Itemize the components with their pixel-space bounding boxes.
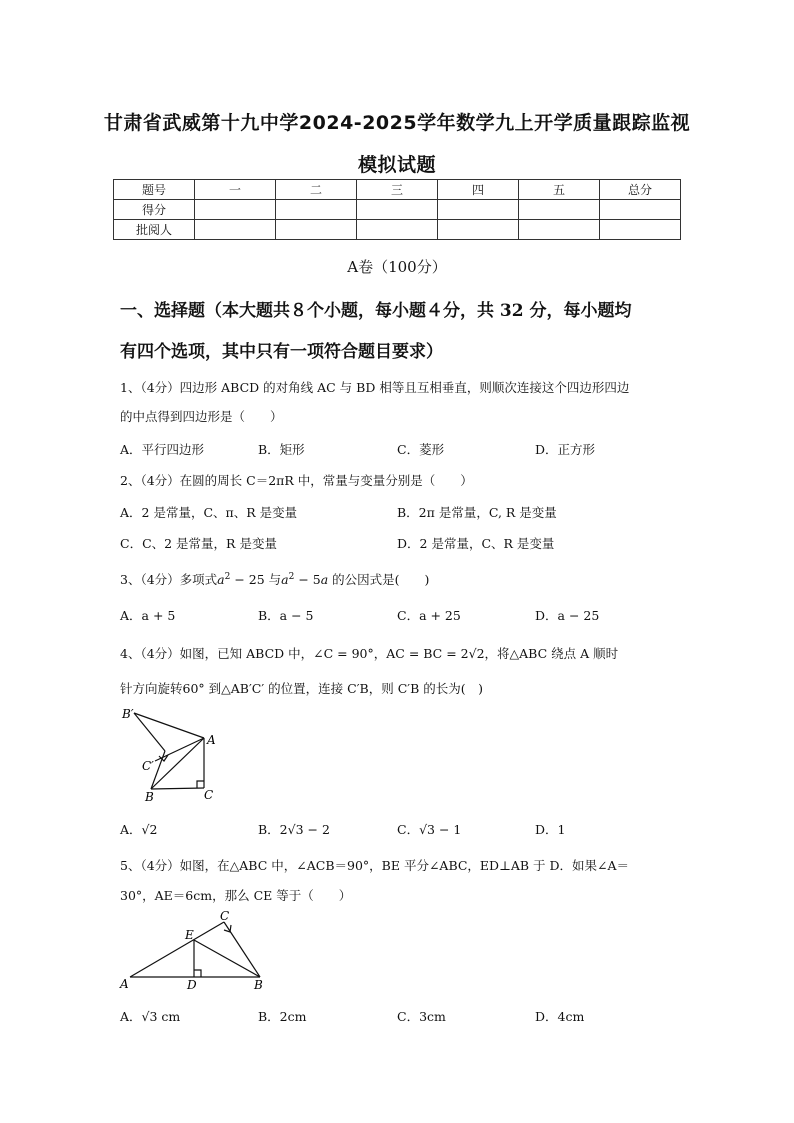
question-1-option-d: D．正方形 [535,442,596,457]
score-row-label: 得分 [114,200,195,220]
question-1-option-a: A．平行四边形 [120,442,205,457]
page-title: 甘肃省武威第十九中学2024-2025学年数学九上开学质量跟踪监视 [103,112,691,134]
math-term: − 25 与 [230,572,282,587]
point-label: B [254,978,263,992]
reviewer-cell [600,220,681,240]
figure-line [194,940,260,977]
right-angle-mark [197,781,204,788]
score-header-cell: 题号 [114,180,195,200]
question-4-option-d: D．1 [535,822,566,837]
score-table [113,179,681,240]
score-cell [357,200,438,220]
question-3-text [120,570,429,588]
math-var: a [217,572,225,587]
question-4-option-c: C．√3 − 1 [397,822,462,837]
question-2-text: 2、（4分）在圆的周长 C＝2πR 中，常量与变量分别是（ ） [120,473,473,488]
point-label: C [220,909,230,923]
point-label: D [187,978,197,992]
point-label: C [204,788,214,802]
figure-line [151,788,204,789]
score-cell [438,200,519,220]
math-exponent: 2 [288,571,295,582]
question-5-option-c: C．3cm [397,1009,446,1024]
right-angle-mark [224,925,231,932]
question-4-figure [114,704,224,804]
question-3-option-d: D．a − 25 [535,608,600,623]
reviewer-row-label: 批阅人 [114,220,195,240]
question-4-text-continued: 针方向旋转60° 到△AB′C′ 的位置，连接 C′B，则 C′B 的长为( ) [120,681,484,696]
point-label: A [207,733,216,747]
question-1-option-b: B．矩形 [258,442,305,457]
reviewer-cell [519,220,600,240]
question-3-option-b: B．a − 5 [258,608,314,623]
score-cell [600,200,681,220]
question-5-text-continued: 30°，AE＝6cm，那么 CE 等于（ ） [120,888,352,903]
right-angle-mark [194,970,201,977]
question-3-prefix: 3、（4分）多项式 [120,572,218,587]
figure-line [151,738,204,789]
score-table-header-row [114,180,681,200]
score-cell [276,200,357,220]
volume-heading: A卷（100分） [347,258,447,276]
point-label: B′ [122,707,134,721]
question-1-text-continued: 的中点得到四边形是（ ） [120,409,283,424]
math-exponent: 2 [224,571,231,582]
section-heading: 一、选择题（本大题共８个小题，每小题４分，共 32 分，每小题均 [120,301,632,321]
question-5-text: 5、（4分）如图，在△ABC 中，∠ACB＝90°，BE 平分∠ABC，ED⊥AB 于 D．如果∠A＝ [120,858,630,873]
math-var: a [320,572,329,587]
score-row [114,200,681,220]
question-3-suffix: 的公因式是( ) [328,572,430,587]
question-4-option-a: A．√2 [120,822,158,837]
score-header-cell: 五 [519,180,600,200]
score-header-cell: 总分 [600,180,681,200]
question-5-option-a: A．√3 cm [120,1009,181,1024]
page-title-continued: 模拟试题 [357,154,436,176]
question-3-option-c: C．a + 25 [397,608,461,623]
point-label: B [145,790,154,804]
reviewer-cell [195,220,276,240]
score-header-cell: 一 [195,180,276,200]
point-label: C′ [142,759,154,773]
reviewer-cell [438,220,519,240]
question-5-figure [114,908,274,998]
math-term: − 5 [294,572,321,587]
question-1-text: 1、（4分）四边形 ABCD 的对角线 AC 与 BD 相等且互相垂直，则顺次连接这个四边形四边 [120,380,630,395]
math-var: a [281,572,289,587]
score-header-cell: 三 [357,180,438,200]
question-2-option-b: B．2π 是常量，C, R 是变量 [397,505,557,520]
question-2-option-c: C．C、2 是常量，R 是变量 [120,536,277,551]
reviewer-row [114,220,681,240]
score-cell [195,200,276,220]
reviewer-cell [357,220,438,240]
question-2-option-d: D．2 是常量，C、R 是变量 [397,536,555,551]
question-4-text: 4、（4分）如图，已知 ABCD 中，∠C = 90°，AC = BC = 2√2，将△ABC 绕点 A 顺时 [120,646,619,661]
score-header-cell: 二 [276,180,357,200]
reviewer-cell [276,220,357,240]
figure-line [224,922,260,977]
question-2-option-a: A．2 是常量，C、π、R 是变量 [120,505,298,520]
section-heading-continued: 有四个选项，其中只有一项符合题目要求） [120,342,443,362]
question-5-option-d: D．4cm [535,1009,585,1024]
point-label: A [120,977,129,991]
question-3-option-a: A．a + 5 [120,608,176,623]
question-5-option-b: B．2cm [258,1009,307,1024]
question-1-option-c: C．菱形 [397,442,445,457]
score-header-cell: 四 [438,180,519,200]
question-4-option-b: B．2√3 − 2 [258,822,330,837]
score-cell [519,200,600,220]
point-label: E [185,928,194,942]
